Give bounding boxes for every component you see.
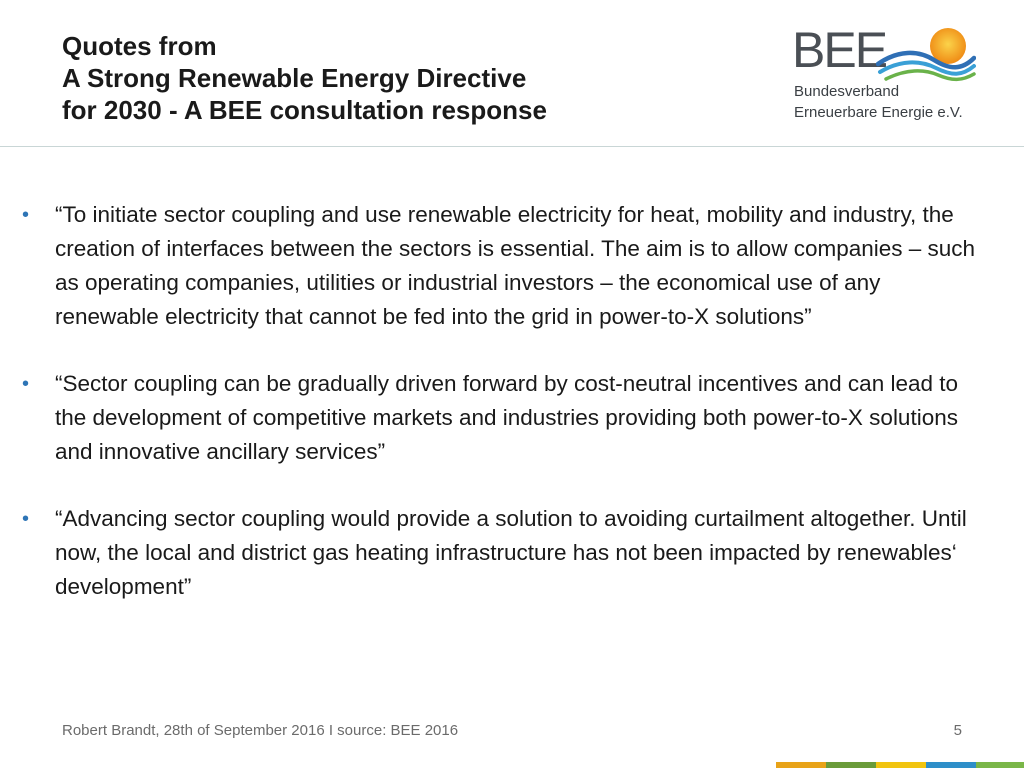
quote-text: “To initiate sector coupling and use renewable electricity for heat, mobility and industry, the creation of interfaces between the sectors is essential. The aim is to allow companies – such as operating companies, utilities or industrial investors – the economical use of any renewable electricity that cannot be fed into the grid in power-to-X solutions”: [55, 202, 976, 329]
color-segment: [826, 762, 876, 768]
sun-and-waves-icon: [876, 24, 976, 84]
footer-credit: Robert Brandt, 28th of September 2016 I source: BEE 2016: [62, 722, 459, 739]
slide-title: [62, 30, 702, 126]
title-line-2: A Strong Renewable Energy Directive: [62, 63, 527, 93]
logo-subtitle-line-1: Bundesverband: [794, 83, 900, 100]
color-segment: [926, 762, 976, 768]
bullet-marker: •: [22, 204, 30, 226]
title-line-3: for 2030 - A BEE consultation response: [62, 95, 547, 125]
quote-list: [22, 198, 982, 637]
list-item: [22, 502, 982, 604]
logo-subtitle-line-2: Erneuerbare Energie e.V.: [794, 104, 963, 121]
list-item: [22, 367, 982, 469]
page-number: 5: [953, 722, 962, 739]
color-segment: [776, 762, 826, 768]
logo-wordmark: BEE: [792, 22, 887, 78]
title-line-1: Quotes from: [62, 31, 217, 61]
color-segment: [876, 762, 926, 768]
color-segment: [976, 762, 1024, 768]
bee-logo: [790, 22, 990, 127]
bullet-marker: •: [22, 508, 30, 530]
list-item: [22, 198, 982, 334]
brand-color-bar: [776, 762, 1024, 768]
bullet-marker: •: [22, 373, 30, 395]
quote-text: “Sector coupling can be gradually driven forward by cost-neutral incentives and can lead to the development of competitive markets and industries providing both power-to-X solutions and innovative ancillary services”: [55, 371, 959, 464]
quote-text: “Advancing sector coupling would provide a solution to avoiding curtailment altogether. Until now, the local and district gas heating infrastructure has not been impacted by renewables‘ development”: [55, 506, 967, 599]
header-divider: [0, 146, 1024, 147]
